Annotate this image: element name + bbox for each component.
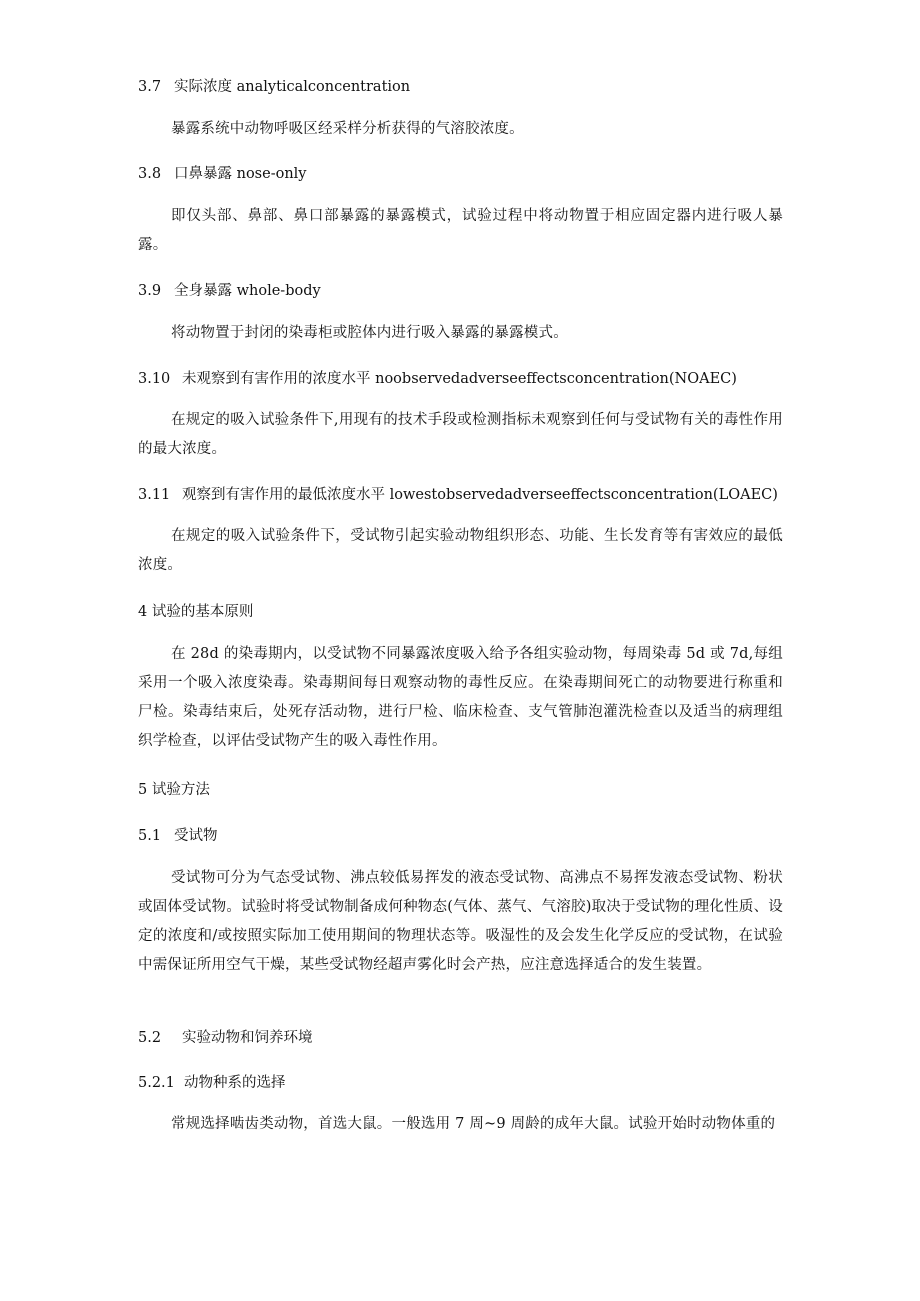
- section-title: 全身暴露 whole-body: [174, 283, 321, 299]
- section-number: 3.11: [138, 487, 171, 503]
- paragraph-loaec: 在规定的吸入试验条件下，受试物引起实验动物组织形态、功能、生长发育等有害效应的最低浓度。: [138, 528, 783, 573]
- paragraph-basic-principles: 在 28d 的染毒期内，以受试物不同暴露浓度吸入给予各组实验动物，每周染毒 5d 或 7d,每组采用一个吸入浓度染毒。染毒期间每日观察动物的毒性反应。在染毒期间死亡的动物要进行称重和尸检。染毒结束后，处死存活动物，进行尸检、临床检查、支气管肺泡灌洗检查以及适当的病理组织学检查，以评估受试物产生的吸入毒性作用。: [138, 646, 783, 749]
- paragraph-test-substance: 受试物可分为气态受试物、沸点较低易挥发的液态受试物、高沸点不易挥发液态受试物、粉状或固体受试物。试验时将受试物制备成何种物态(气体、蒸气、气溶胶)取决于受试物的理化性质、设定的浓度和/或按照实际加工使用期间的物理状态等。吸湿性的及会发生化学反应的受试物，在试验中需保证所用空气干燥，某些受试物经超声雾化时会产热，应注意选择适合的发生装置。: [138, 870, 783, 973]
- section-heading-5-2-1: [138, 1073, 286, 1093]
- section-heading-5-2: [138, 1028, 313, 1048]
- section-heading-3-11: [138, 485, 778, 505]
- section-title: 5 试验方法: [138, 782, 210, 798]
- section-title: 未观察到有害作用的浓度水平 noobservedadverseeffectsconcentration(NOAEC): [182, 371, 737, 387]
- paragraph-species-selection: 常规选择啮齿类动物，首选大鼠。一般选用 7 周~9 周龄的成年大鼠。试验开始时动物体重的: [171, 1116, 776, 1132]
- section-title: 实际浓度 analyticalconcentration: [174, 79, 411, 95]
- paragraph-nose-only: 即仅头部、鼻部、鼻口部暴露的暴露模式，试验过程中将动物置于相应固定器内进行吸人暴露。: [138, 208, 783, 253]
- section-heading-3-7: [138, 77, 410, 97]
- section-number: 5.1: [138, 828, 162, 844]
- section-number: 3.7: [138, 79, 162, 95]
- section-number: 3.10: [138, 371, 171, 387]
- section-title: 实验动物和饲养环境: [182, 1030, 313, 1046]
- section-title: 受试物: [174, 828, 218, 844]
- section-number: 3.8: [138, 166, 162, 182]
- section-heading-4: [138, 602, 253, 622]
- paragraph-analytical-concentration: 暴露系统中动物呼吸区经采样分析获得的气溶胶浓度。: [171, 121, 524, 137]
- paragraph-noaec: 在规定的吸入试验条件下,用现有的技术手段或检测指标未观察到任何与受试物有关的毒性作用的最大浓度。: [138, 412, 783, 457]
- section-title: 4 试验的基本原则: [138, 604, 254, 620]
- section-title: 观察到有害作用的最低浓度水平 lowestobservedadverseeffectsconcentration(LOAEC): [182, 487, 778, 503]
- section-number: 3.9: [138, 283, 162, 299]
- section-heading-5-1: [138, 826, 218, 846]
- section-number: 5.2.1: [138, 1075, 175, 1091]
- section-title: 动物种系的选择: [184, 1075, 286, 1091]
- section-title: 口鼻暴露 nose-only: [174, 166, 307, 182]
- section-heading-3-8: [138, 164, 307, 184]
- paragraph-whole-body: 将动物置于封闭的染毒柜或腔体内进行吸入暴露的暴露模式。: [171, 325, 568, 341]
- section-heading-5: [138, 780, 210, 800]
- section-number: 5.2: [138, 1030, 162, 1046]
- section-heading-3-9: [138, 281, 321, 301]
- section-heading-3-10: [138, 369, 737, 389]
